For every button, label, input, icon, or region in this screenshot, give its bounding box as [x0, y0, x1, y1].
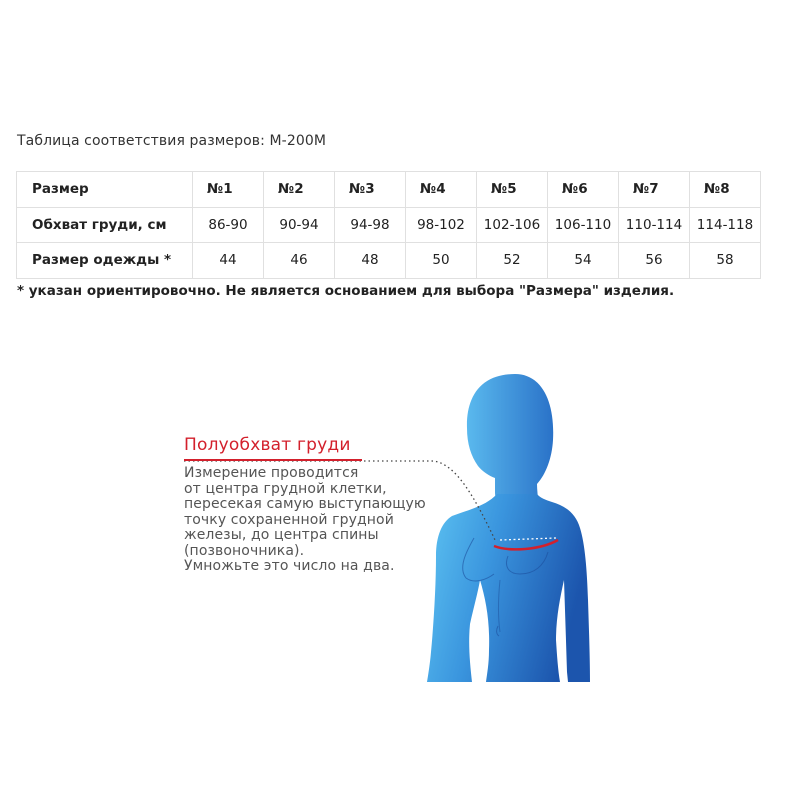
table-cell: №1: [193, 172, 264, 208]
table-cell: №5: [477, 172, 548, 208]
table-cell: 44: [193, 243, 264, 279]
instruction-line: Измерение проводится: [184, 465, 359, 481]
table-cell: 46: [264, 243, 335, 279]
table-cell: №3: [335, 172, 406, 208]
table-cell: 114-118: [690, 207, 761, 243]
row-label: Размер одежды *: [17, 243, 193, 279]
table-cell: №8: [690, 172, 761, 208]
page-title: Таблица соответствия размеров: М-200М: [17, 133, 327, 149]
instruction-line: от центра грудной клетки,: [184, 480, 387, 497]
table-cell: 50: [406, 243, 477, 279]
measure-title: Полуобхват груди: [184, 435, 351, 455]
head-shape: [467, 374, 553, 502]
table-cell: 86-90: [193, 207, 264, 243]
table-cell: 54: [548, 243, 619, 279]
instruction-line: пересекая самую выступающую: [184, 496, 426, 512]
table-cell: 94-98: [335, 207, 406, 243]
measure-title-underline: [184, 459, 362, 461]
instruction-line: точку сохраненной грудной: [184, 511, 394, 528]
measure-instructions: [184, 466, 434, 575]
instruction-line: (позвоночника).: [184, 542, 305, 559]
row-label: Обхват груди, см: [17, 207, 193, 243]
table-cell: 52: [477, 243, 548, 279]
table-cell: 98-102: [406, 207, 477, 243]
table-cell: 106-110: [548, 207, 619, 243]
row-label: Размер: [17, 172, 193, 208]
table-cell: №7: [619, 172, 690, 208]
table-cell: №2: [264, 172, 335, 208]
table-cell: 102-106: [477, 207, 548, 243]
torso-shape: [427, 494, 590, 682]
table-cell: 58: [690, 243, 761, 279]
instruction-line: Умножьте это число на два.: [184, 558, 395, 574]
instruction-line: железы, до центра спины: [184, 527, 379, 543]
table-cell: 110-114: [619, 207, 690, 243]
footnote: * указан ориентировочно. Не является основанием для выбора "Размера" изделия.: [17, 283, 675, 299]
table-cell: 48: [335, 243, 406, 279]
table-cell: 56: [619, 243, 690, 279]
table-cell: №6: [548, 172, 619, 208]
table-cell: 90-94: [264, 207, 335, 243]
table-cell: №4: [406, 172, 477, 208]
